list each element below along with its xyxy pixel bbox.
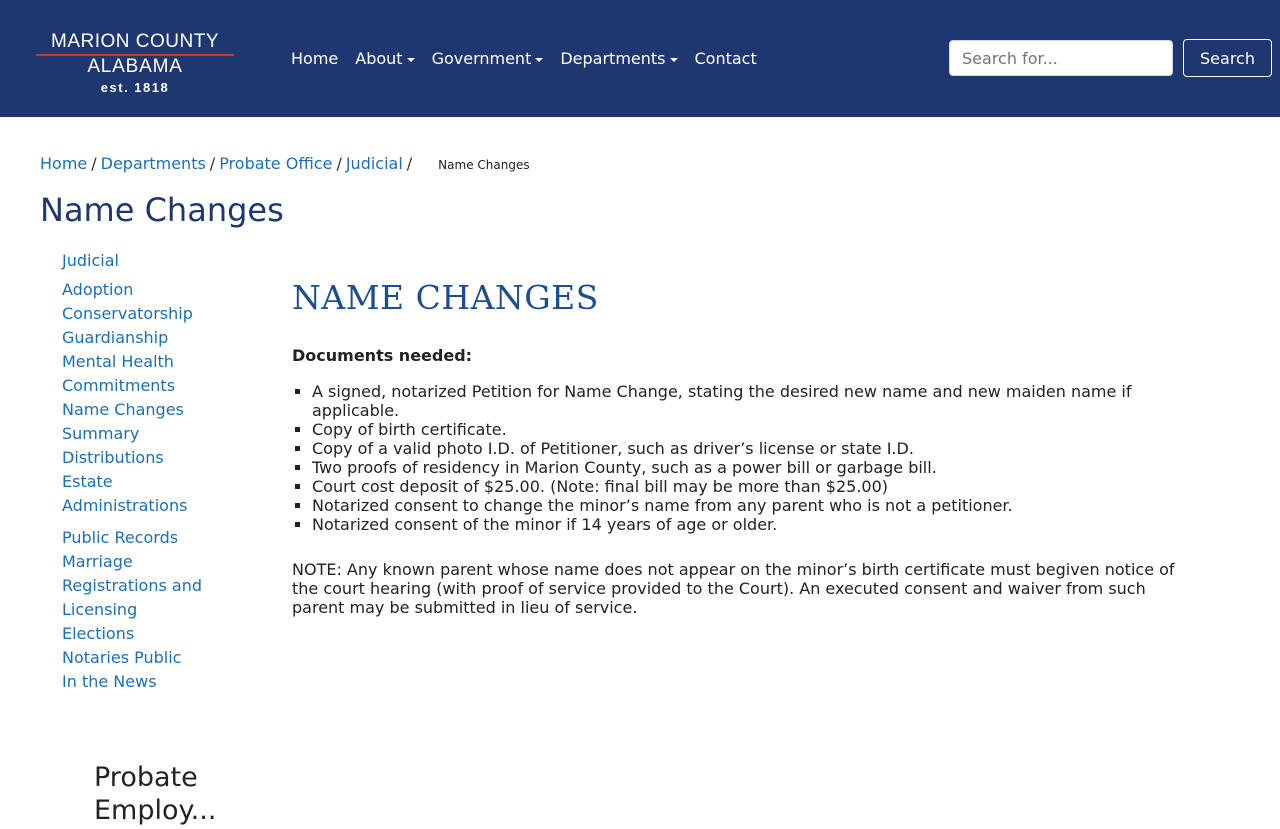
nav-home[interactable]: Home [291,49,339,68]
note-paragraph: NOTE: Any known parent whose name does not appear on the minor’s birth certificate must begiven notice of the court hearing (with proof of service provided to the Court). An executed consent and waiver from such parent may be submitted in lieu of service. [292,560,1175,617]
nav-government[interactable]: Government [432,48,544,70]
breadcrumb-separator: / [406,154,413,173]
list-item: ▪ A signed, notarized Petition for Name Change, stating the desired new name and new maiden name if applicable. [312,382,1192,420]
logo-line2: ALABAMA [87,56,183,77]
nav-departments[interactable]: Departments [560,48,677,70]
sidebar-group-judicial [62,249,262,273]
breadcrumb-separator: / [91,154,97,173]
breadcrumb [40,153,530,175]
sidebar-item-in-the-news[interactable]: In the News [62,672,157,691]
search-button[interactable]: Search [1183,39,1272,77]
sidebar-item-mental-health[interactable]: Mental Health [62,352,174,371]
footer-heading: Probate [94,762,198,793]
logo-line1: MARION COUNTY [51,31,219,52]
sidebar-item-conservatorship[interactable]: Conservatorship [62,304,193,323]
sidebar-nav [62,249,262,702]
caret-down-icon [670,58,678,62]
list-item: ▪ Court cost deposit of $25.00. (Note: final bill may be more than $25.00) [312,477,1192,496]
nav-about[interactable]: About [355,48,414,70]
sidebar-item-licensing[interactable]: Licensing [62,600,138,619]
sidebar-item-marriage[interactable]: Marriage [62,552,133,571]
breadcrumb-probate-office[interactable]: Probate Office [219,154,333,173]
breadcrumb-separator: / [209,154,216,173]
caret-down-icon [407,58,415,62]
breadcrumb-home[interactable]: Home [40,154,88,173]
footer-heading-line2: Employ... [94,795,217,826]
sidebar-item-administrations[interactable]: Administrations [62,496,188,515]
list-item: ▪ Copy of birth certificate. [312,420,1192,439]
breadcrumb-departments[interactable]: Departments [100,154,206,173]
sidebar-group-probate [62,278,262,518]
main-nav [291,48,774,70]
documents-label: Documents needed: [292,346,473,365]
breadcrumb-separator: / [336,154,342,173]
breadcrumb-judicial[interactable]: Judicial [345,154,403,173]
sidebar-item-notaries-public[interactable]: Notaries Public [62,648,182,667]
list-item: ▪ Notarized consent to change the minor’s name from any parent who is not a petitioner. [312,496,1192,515]
sidebar-item-public-records[interactable]: Public Records [62,528,179,547]
sidebar-item-guardianship[interactable]: Guardianship [62,328,169,347]
caret-down-icon [535,58,543,62]
sidebar-item-judicial[interactable]: Judicial [62,251,119,270]
main-content [292,276,1192,617]
documents-list [292,382,1192,534]
sidebar-group-records [62,526,262,694]
site-header [0,0,1280,117]
logo-line3: est. 1818 [100,80,170,95]
list-item: ▪ Two proofs of residency in Marion County, such as a power bill or garbage bill. [312,458,1192,477]
breadcrumb-current: Name Changes [438,158,530,172]
sidebar-item-distributions[interactable]: Distributions [62,448,164,467]
sidebar-item-registrations[interactable]: Registrations and [62,576,203,595]
sidebar-item-estate[interactable]: Estate [62,472,113,491]
content-heading: NAME CHANGES [292,278,599,317]
sidebar-item-elections[interactable]: Elections [62,624,135,643]
list-item: ▪ Notarized consent of the minor if 14 years of age or older. [312,515,1192,534]
county-logo[interactable] [36,30,234,98]
sidebar-item-summary[interactable]: Summary [62,424,140,443]
sidebar-item-adoption[interactable]: Adoption [62,280,134,299]
search-input[interactable] [949,40,1173,76]
sidebar-item-name-changes[interactable]: Name Changes [62,400,184,419]
sidebar-item-commitments[interactable]: Commitments [62,376,176,395]
nav-contact[interactable]: Contact [694,49,757,68]
page-title: Name Changes [40,191,284,229]
list-item: ▪ Copy of a valid photo I.D. of Petitioner, such as driver’s license or state I.D. [312,439,1192,458]
